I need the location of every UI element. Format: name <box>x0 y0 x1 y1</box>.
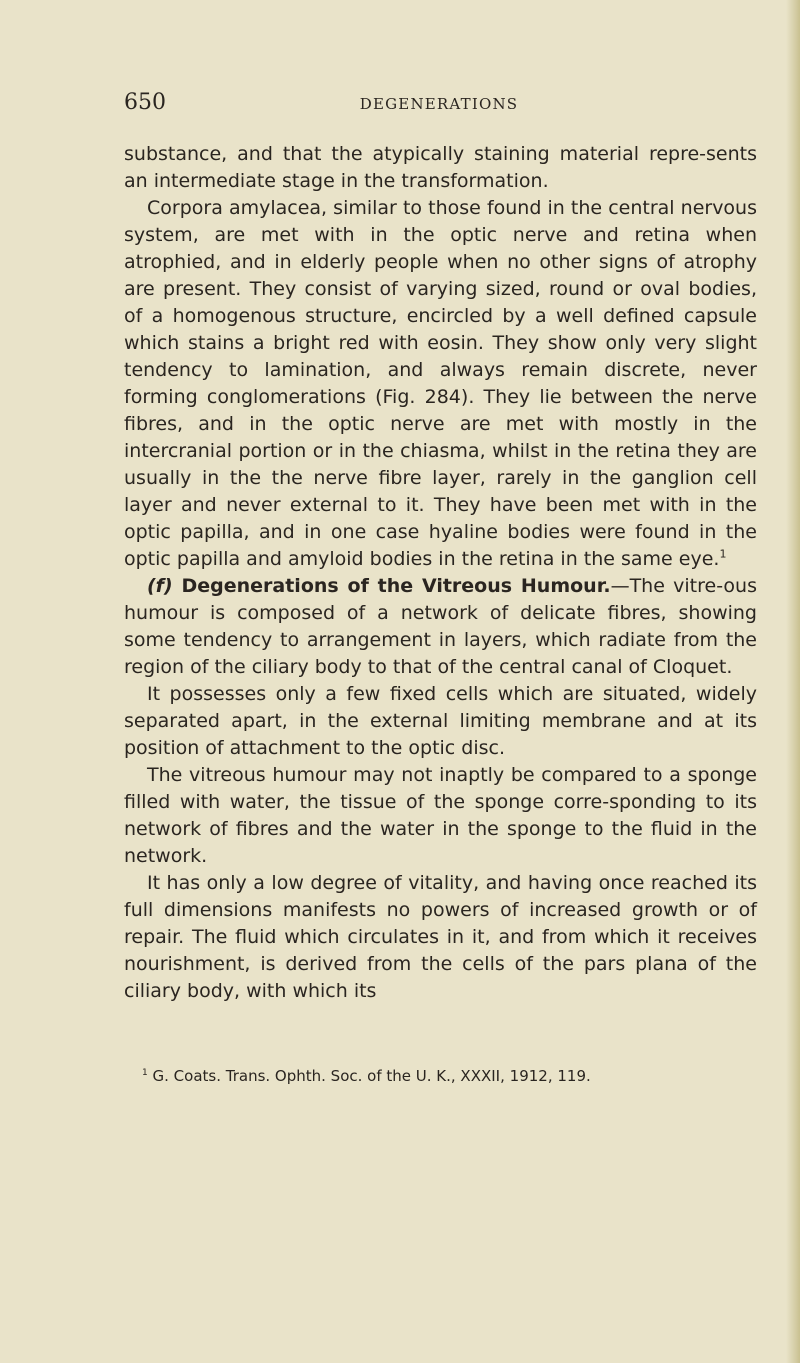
footnote <box>142 1066 758 1086</box>
footnote-reference: 1 <box>719 547 727 561</box>
page-number: 650 <box>124 90 166 115</box>
running-head: DEGENERATIONS <box>359 95 519 113</box>
section-letter: (f) <box>147 575 173 597</box>
paragraph-vitality: It has only a low degree of vitality, and having once reached its full dimensions manifests no powers of increased growth or of repair. The fluid which circulates in it, and from which it receives nourishment, is derived from the cells of the pars plana of the ciliary body, with which its <box>124 872 757 1002</box>
paragraph-vitreous-heading <box>124 573 757 681</box>
section-heading <box>147 575 611 597</box>
body-text <box>124 141 757 1005</box>
paragraph-sponge: The vitreous humour may not inaptly be compared to a sponge filled with water, the tissue of the sponge corre-sponding to its network of fibres and the water in the sponge to the fluid in the network. <box>124 764 757 867</box>
paragraph-corpora-amylacea <box>124 195 757 573</box>
page-header <box>124 90 754 118</box>
footnote-marker: 1 <box>142 1068 148 1078</box>
section-title: Degenerations of the Vitreous Humour. <box>181 575 611 597</box>
paragraph-fixed-cells: It possesses only a few fixed cells which are situated, widely separated apart, in the external limiting membrane and at its position of attachment to the optic disc. <box>124 683 757 759</box>
page-edge-shadow <box>786 0 800 1363</box>
paragraph-1: substance, and that the atypically staining material repre-sents an intermediate stage in the transformation. <box>124 143 757 192</box>
paragraph-3-text: —The vitre-ous humour is composed of a network of delicate fibres, showing some tendency to arrangement in layers, which radiate from the region of the ciliary body to that of the central canal of Cloquet. <box>124 575 757 678</box>
paragraph-2-text: Corpora amylacea, similar to those found in the central nervous system, are met with in the optic nerve and retina when atrophied, and in elderly people when no other signs of atrophy are present. They consist of varying sized, round or oval bodies, of a homogenous structure, encircled by a well defined capsule which stains a bright red with eosin. They show only very slight tendency to lamination, and always remain discrete, never forming conglomerations (Fig. 284). They lie between the nerve fibres, and in the optic nerve are met with mostly in the intercranial portion or in the chiasma, whilst in the retina they are usually in the the nerve fibre layer, rarely in the ganglion cell layer and never external to it. They have been met with in the optic papilla, and in one case hyaline bodies were found in the optic papilla and amyloid bodies in the retina in the same eye. <box>124 197 757 570</box>
footnote-text: G. Coats. Trans. Ophth. Soc. of the U. K., XXXII, 1912, 119. <box>152 1067 591 1085</box>
